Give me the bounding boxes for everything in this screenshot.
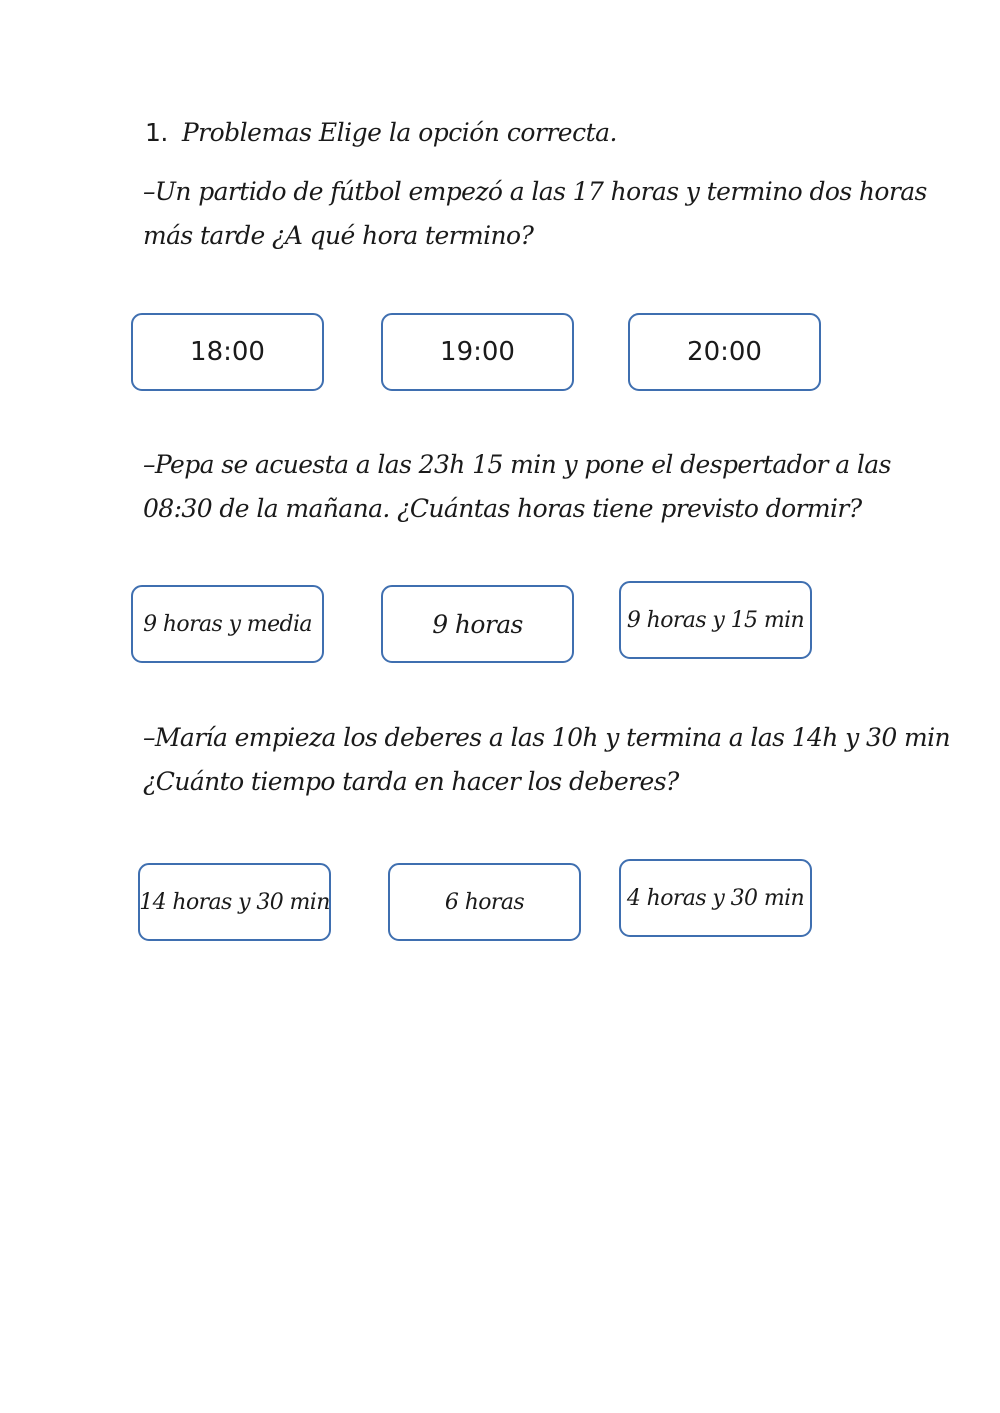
q3-option-3[interactable]: 4 horas y 30 min <box>619 859 812 937</box>
question-1-line-2: más tarde ¿A qué hora termino? <box>143 221 534 250</box>
q2-option-1[interactable]: 9 horas y media <box>131 585 324 663</box>
question-3-line-2: ¿Cuánto tiempo tarda en hacer los deberes? <box>143 767 679 796</box>
exercise-title <box>145 118 617 147</box>
question-1-line-1: –Un partido de fútbol empezó a las 17 horas y termino dos horas <box>143 177 927 206</box>
q2-option-3[interactable]: 9 horas y 15 min <box>619 581 812 659</box>
q1-option-1[interactable]: 18:00 <box>131 313 324 391</box>
q3-option-1[interactable]: 14 horas y 30 min <box>138 863 331 941</box>
question-2 <box>143 443 891 531</box>
exercise-number: 1. <box>145 118 168 147</box>
question-3-line-1: –María empieza los deberes a las 10h y termina a las 14h y 30 min <box>143 723 950 752</box>
q1-option-3[interactable]: 20:00 <box>628 313 821 391</box>
exercise-instruction: Problemas Elige la opción correcta. <box>181 118 617 147</box>
question-3 <box>143 716 950 804</box>
question-1 <box>143 170 927 258</box>
question-2-line-1: –Pepa se acuesta a las 23h 15 min y pone el despertador a las <box>143 450 891 479</box>
q1-option-2[interactable]: 19:00 <box>381 313 574 391</box>
q3-option-2[interactable]: 6 horas <box>388 863 581 941</box>
question-2-line-2: 08:30 de la mañana. ¿Cuántas horas tiene previsto dormir? <box>143 494 862 523</box>
q2-option-2[interactable]: 9 horas <box>381 585 574 663</box>
